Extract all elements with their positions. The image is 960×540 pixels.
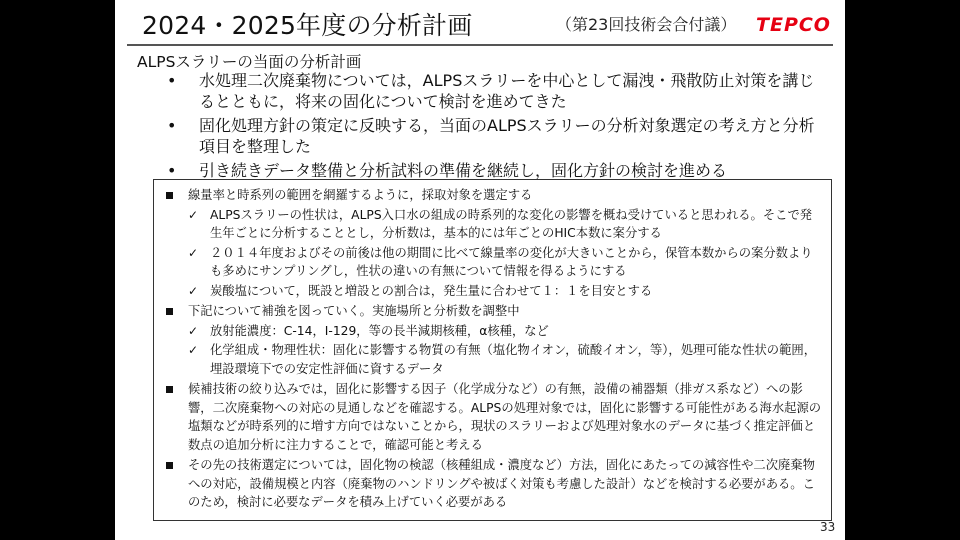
slide-subtitle: （第23回技術会合付議） xyxy=(556,15,737,34)
bullet-text: 水処理二次廃棄物については，ALPSスラリーを中心として漏洩・飛散防止対策を講じるとともに，将来の固化について検討を進めてきた xyxy=(199,71,815,111)
box-item-text: 線量率と時系列の範囲を網羅するように，採取対象を選定する xyxy=(188,188,533,202)
bullet-icon: • xyxy=(167,71,177,90)
section-heading: ALPSスラリーの当面の分析計画 xyxy=(137,53,362,71)
tepco-logo: TEPCO xyxy=(756,14,831,36)
bullet-item xyxy=(167,160,827,181)
box-item-text: 下記について補強を図っていく。実施場所と分析数を調整中 xyxy=(188,304,520,318)
bullet-item xyxy=(167,115,827,157)
box-square-item xyxy=(162,186,823,205)
box-check-item xyxy=(162,322,823,341)
square-bullet-icon xyxy=(166,308,173,315)
box-item-text: 炭酸塩について，既設と増設との割合は，発生量に合わせて１：１を目安とする xyxy=(210,283,653,298)
checkmark-icon: ✓ xyxy=(188,283,199,298)
title-divider xyxy=(127,44,833,46)
box-check-item xyxy=(162,341,823,378)
bullet-text: 固化処理方針の策定に反映する，当面のALPSスラリーの分析対象選定の考え方と分析項目を整理した xyxy=(199,116,815,156)
box-check-item xyxy=(162,244,823,281)
checkmark-icon: ✓ xyxy=(188,245,199,260)
box-item-text: 候補技術の絞り込みでは，固化に影響する因子（化学成分など）の有無，設備の補器類（排ガス系など）への影響，二次廃棄物への対応の見通しなどを確認する。ALPSの処理対象では，固化に影響する可能性がある海水起源の塩類などが時系列的に増す方向ではないことから，現状のスラリーおよび処理対象水のデータに基づく推定評価と数点の追加分析に注力することで，確認可能と考える xyxy=(188,382,822,452)
slide-title: 2024・2025年度の分析計画 xyxy=(142,11,473,40)
box-square-item xyxy=(162,456,823,512)
bullet-text: 引き続きデータ整備と分析試料の準備を継続し，固化方針の検討を進める xyxy=(199,161,728,180)
box-item-text: その先の技術選定については，固化物の検認（核種組成・濃度など）方法，固化にあたっての減容性や二次廃棄物への対応，設備規模と内容（廃棄物のハンドリングや被ばく対策も考慮した設計）などを検討する必要がある。このため，検討に必要なデータを積み上げていく必要がある xyxy=(188,458,815,509)
checkmark-icon: ✓ xyxy=(188,207,199,222)
square-bullet-icon xyxy=(166,192,173,199)
bullet-icon: • xyxy=(167,116,177,135)
checkmark-icon: ✓ xyxy=(188,343,199,357)
box-square-item xyxy=(162,302,823,321)
slide xyxy=(115,0,845,540)
bullet-item xyxy=(167,70,827,112)
page-number: 33 xyxy=(820,520,836,534)
box-check-item xyxy=(162,282,823,301)
box-item-text: ALPSスラリーの性状は，ALPS入口水の組成の時系列的な変化の影響を概ね受けていると思われる。そこで発生年ごとに分析することとし，分析数は，基本的には年ごとのHIC本数に案分する xyxy=(210,207,813,240)
bullet-icon: • xyxy=(167,161,177,180)
box-item-text: 化学組成・物理性状：固化に影響する物質の有無（塩化物イオン，硫酸イオン，等），処理可能な性状の範囲，埋設環境下での安定性評価に資するデータ xyxy=(210,343,816,376)
square-bullet-icon xyxy=(166,462,173,469)
box-square-item xyxy=(162,380,823,454)
square-bullet-icon xyxy=(166,386,173,393)
detail-box xyxy=(153,179,832,521)
box-item-text: ２０１４年度およびその前後は他の期間に比べて線量率の変化が大きいことから，保管本数からの案分数よりも多めにサンプリングし，性状の違いの有無について情報を得るようにする xyxy=(210,245,813,278)
checkmark-icon: ✓ xyxy=(188,323,199,338)
box-item-text: 放射能濃度：C-14，I-129，等の長半減期核種，α核種，など xyxy=(210,323,549,338)
box-check-item xyxy=(162,206,823,243)
bullet-list xyxy=(167,70,827,184)
